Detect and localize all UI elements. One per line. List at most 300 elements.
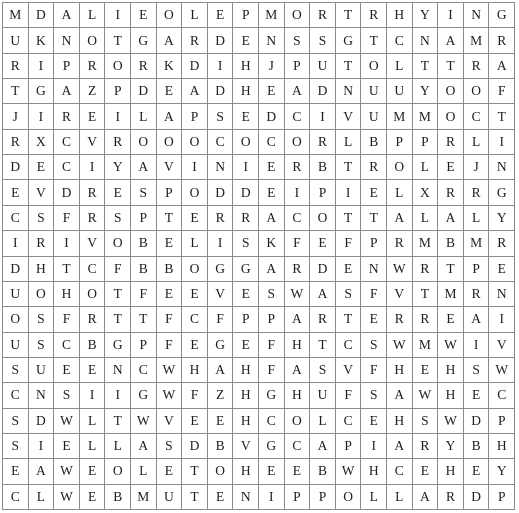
letter-cell[interactable]: B — [157, 257, 183, 282]
letter-cell[interactable]: W — [131, 409, 157, 434]
letter-cell[interactable]: N — [489, 155, 515, 180]
letter-cell[interactable]: H — [182, 358, 208, 383]
letter-cell[interactable]: M — [438, 282, 464, 307]
letter-cell[interactable]: U — [29, 358, 55, 383]
letter-cell[interactable]: R — [29, 231, 55, 256]
letter-cell[interactable]: G — [29, 79, 55, 104]
letter-cell[interactable]: E — [80, 485, 106, 510]
letter-cell[interactable]: K — [157, 54, 183, 79]
letter-cell[interactable]: N — [105, 358, 131, 383]
letter-cell[interactable]: C — [489, 383, 515, 408]
letter-cell[interactable]: L — [80, 3, 106, 28]
letter-cell[interactable]: A — [259, 257, 285, 282]
letter-cell[interactable]: R — [233, 206, 259, 231]
letter-cell[interactable]: R — [413, 307, 439, 332]
letter-cell[interactable]: S — [131, 180, 157, 205]
letter-cell[interactable]: T — [3, 79, 29, 104]
letter-cell[interactable]: R — [387, 231, 413, 256]
letter-cell[interactable]: C — [336, 333, 362, 358]
letter-cell[interactable]: G — [489, 180, 515, 205]
letter-cell[interactable]: P — [413, 130, 439, 155]
letter-cell[interactable]: R — [464, 282, 490, 307]
letter-cell[interactable]: D — [464, 485, 490, 510]
letter-cell[interactable]: T — [105, 307, 131, 332]
letter-cell[interactable]: W — [54, 409, 80, 434]
letter-cell[interactable]: P — [336, 434, 362, 459]
letter-cell[interactable]: W — [157, 358, 183, 383]
letter-cell[interactable]: E — [259, 155, 285, 180]
letter-cell[interactable]: B — [464, 434, 490, 459]
letter-cell[interactable]: T — [336, 155, 362, 180]
letter-cell[interactable]: A — [259, 206, 285, 231]
letter-cell[interactable]: I — [80, 383, 106, 408]
letter-cell[interactable]: E — [413, 459, 439, 484]
letter-cell[interactable]: D — [464, 409, 490, 434]
letter-cell[interactable]: H — [438, 358, 464, 383]
letter-cell[interactable]: M — [3, 3, 29, 28]
letter-cell[interactable]: P — [310, 180, 336, 205]
letter-cell[interactable]: E — [464, 459, 490, 484]
letter-cell[interactable]: L — [387, 54, 413, 79]
letter-cell[interactable]: F — [259, 358, 285, 383]
letter-cell[interactable]: I — [489, 307, 515, 332]
letter-cell[interactable]: I — [29, 54, 55, 79]
letter-cell[interactable]: U — [387, 79, 413, 104]
letter-cell[interactable]: R — [80, 180, 106, 205]
letter-cell[interactable]: A — [413, 485, 439, 510]
letter-cell[interactable]: E — [413, 358, 439, 383]
letter-cell[interactable]: P — [285, 485, 311, 510]
letter-cell[interactable]: A — [131, 155, 157, 180]
letter-cell[interactable]: L — [310, 409, 336, 434]
letter-cell[interactable]: E — [157, 79, 183, 104]
letter-cell[interactable]: V — [336, 104, 362, 129]
letter-cell[interactable]: V — [387, 282, 413, 307]
letter-cell[interactable]: T — [182, 459, 208, 484]
letter-cell[interactable]: R — [310, 3, 336, 28]
letter-cell[interactable]: A — [464, 307, 490, 332]
letter-cell[interactable]: O — [336, 485, 362, 510]
letter-cell[interactable]: I — [182, 155, 208, 180]
letter-cell[interactable]: R — [438, 180, 464, 205]
letter-cell[interactable]: A — [54, 3, 80, 28]
letter-cell[interactable]: O — [105, 231, 131, 256]
letter-cell[interactable]: N — [54, 28, 80, 53]
letter-cell[interactable]: O — [208, 459, 234, 484]
letter-cell[interactable]: P — [131, 206, 157, 231]
letter-cell[interactable]: C — [208, 130, 234, 155]
letter-cell[interactable]: V — [208, 282, 234, 307]
letter-cell[interactable]: E — [233, 104, 259, 129]
letter-cell[interactable]: C — [182, 307, 208, 332]
letter-cell[interactable]: D — [54, 180, 80, 205]
letter-cell[interactable]: W — [387, 257, 413, 282]
letter-cell[interactable]: U — [310, 383, 336, 408]
letter-cell[interactable]: R — [438, 130, 464, 155]
letter-cell[interactable]: G — [131, 383, 157, 408]
letter-cell[interactable]: C — [3, 485, 29, 510]
letter-cell[interactable]: U — [3, 282, 29, 307]
letter-cell[interactable]: I — [336, 180, 362, 205]
letter-cell[interactable]: L — [387, 180, 413, 205]
letter-cell[interactable]: H — [285, 333, 311, 358]
letter-cell[interactable]: H — [285, 383, 311, 408]
letter-cell[interactable]: A — [489, 54, 515, 79]
letter-cell[interactable]: E — [182, 282, 208, 307]
letter-cell[interactable]: S — [54, 383, 80, 408]
letter-cell[interactable]: E — [259, 180, 285, 205]
letter-cell[interactable]: F — [54, 307, 80, 332]
letter-cell[interactable]: O — [3, 307, 29, 332]
letter-cell[interactable]: I — [464, 333, 490, 358]
letter-cell[interactable]: E — [438, 307, 464, 332]
letter-cell[interactable]: D — [29, 409, 55, 434]
letter-cell[interactable]: N — [29, 383, 55, 408]
letter-cell[interactable]: W — [413, 383, 439, 408]
letter-cell[interactable]: F — [336, 231, 362, 256]
letter-cell[interactable]: L — [361, 485, 387, 510]
letter-cell[interactable]: C — [259, 130, 285, 155]
letter-cell[interactable]: A — [310, 282, 336, 307]
letter-cell[interactable]: F — [489, 79, 515, 104]
letter-cell[interactable]: I — [233, 155, 259, 180]
letter-cell[interactable]: A — [131, 434, 157, 459]
letter-cell[interactable]: E — [182, 206, 208, 231]
letter-cell[interactable]: P — [54, 54, 80, 79]
letter-cell[interactable]: H — [233, 358, 259, 383]
letter-cell[interactable]: E — [233, 333, 259, 358]
letter-cell[interactable]: G — [489, 3, 515, 28]
letter-cell[interactable]: L — [80, 409, 106, 434]
letter-cell[interactable]: S — [259, 282, 285, 307]
letter-cell[interactable]: S — [310, 358, 336, 383]
letter-cell[interactable]: E — [310, 231, 336, 256]
letter-cell[interactable]: T — [413, 282, 439, 307]
letter-cell[interactable]: O — [285, 3, 311, 28]
letter-cell[interactable]: M — [259, 3, 285, 28]
letter-cell[interactable]: I — [361, 434, 387, 459]
letter-cell[interactable]: S — [29, 307, 55, 332]
letter-cell[interactable]: C — [387, 459, 413, 484]
letter-cell[interactable]: W — [438, 333, 464, 358]
letter-cell[interactable]: P — [361, 231, 387, 256]
letter-cell[interactable]: L — [105, 434, 131, 459]
letter-cell[interactable]: E — [157, 231, 183, 256]
letter-cell[interactable]: O — [80, 28, 106, 53]
letter-cell[interactable]: M — [464, 231, 490, 256]
letter-cell[interactable]: B — [361, 130, 387, 155]
letter-cell[interactable]: D — [310, 79, 336, 104]
letter-cell[interactable]: N — [361, 257, 387, 282]
letter-cell[interactable]: E — [489, 257, 515, 282]
letter-cell[interactable]: U — [361, 104, 387, 129]
letter-cell[interactable]: I — [54, 231, 80, 256]
letter-cell[interactable]: F — [336, 383, 362, 408]
letter-cell[interactable]: F — [105, 257, 131, 282]
letter-cell[interactable]: H — [233, 459, 259, 484]
letter-cell[interactable]: R — [285, 257, 311, 282]
letter-cell[interactable]: T — [336, 206, 362, 231]
letter-cell[interactable]: U — [3, 28, 29, 53]
letter-cell[interactable]: R — [413, 434, 439, 459]
letter-cell[interactable]: D — [208, 79, 234, 104]
letter-cell[interactable]: I — [3, 231, 29, 256]
letter-cell[interactable]: S — [285, 28, 311, 53]
letter-cell[interactable]: A — [438, 28, 464, 53]
letter-cell[interactable]: O — [387, 155, 413, 180]
letter-cell[interactable]: S — [3, 409, 29, 434]
letter-cell[interactable]: W — [285, 282, 311, 307]
letter-cell[interactable]: W — [387, 333, 413, 358]
letter-cell[interactable]: I — [105, 383, 131, 408]
letter-cell[interactable]: V — [489, 333, 515, 358]
letter-cell[interactable]: H — [438, 383, 464, 408]
letter-cell[interactable]: L — [464, 130, 490, 155]
letter-cell[interactable]: A — [208, 358, 234, 383]
letter-cell[interactable]: N — [413, 28, 439, 53]
letter-cell[interactable]: I — [438, 3, 464, 28]
letter-cell[interactable]: S — [336, 282, 362, 307]
letter-cell[interactable]: A — [310, 434, 336, 459]
letter-cell[interactable]: E — [80, 459, 106, 484]
letter-cell[interactable]: L — [387, 485, 413, 510]
letter-cell[interactable]: S — [464, 358, 490, 383]
letter-cell[interactable]: P — [105, 79, 131, 104]
letter-cell[interactable]: V — [336, 358, 362, 383]
letter-cell[interactable]: Z — [208, 383, 234, 408]
letter-cell[interactable]: N — [233, 485, 259, 510]
letter-cell[interactable]: N — [464, 3, 490, 28]
letter-cell[interactable]: T — [336, 307, 362, 332]
letter-cell[interactable]: R — [105, 130, 131, 155]
letter-cell[interactable]: E — [438, 155, 464, 180]
letter-cell[interactable]: M — [387, 104, 413, 129]
letter-cell[interactable]: A — [438, 206, 464, 231]
letter-cell[interactable]: O — [285, 130, 311, 155]
letter-cell[interactable]: S — [310, 28, 336, 53]
letter-cell[interactable]: I — [259, 485, 285, 510]
letter-cell[interactable]: E — [233, 282, 259, 307]
letter-cell[interactable]: H — [54, 282, 80, 307]
letter-cell[interactable]: X — [29, 130, 55, 155]
letter-cell[interactable]: Y — [489, 459, 515, 484]
letter-cell[interactable]: L — [80, 434, 106, 459]
letter-cell[interactable]: D — [310, 257, 336, 282]
letter-cell[interactable]: G — [336, 28, 362, 53]
letter-cell[interactable]: M — [413, 231, 439, 256]
letter-cell[interactable]: O — [464, 79, 490, 104]
letter-cell[interactable]: F — [361, 282, 387, 307]
letter-cell[interactable]: T — [489, 104, 515, 129]
letter-cell[interactable]: H — [233, 409, 259, 434]
letter-cell[interactable]: J — [464, 155, 490, 180]
letter-cell[interactable]: R — [3, 54, 29, 79]
letter-cell[interactable]: R — [3, 130, 29, 155]
letter-cell[interactable]: B — [80, 333, 106, 358]
letter-cell[interactable]: T — [438, 54, 464, 79]
letter-cell[interactable]: I — [105, 104, 131, 129]
letter-cell[interactable]: S — [105, 206, 131, 231]
letter-cell[interactable]: O — [80, 282, 106, 307]
letter-cell[interactable]: T — [105, 282, 131, 307]
letter-cell[interactable]: C — [54, 155, 80, 180]
letter-cell[interactable]: D — [182, 54, 208, 79]
letter-cell[interactable]: P — [182, 104, 208, 129]
letter-cell[interactable]: Y — [413, 3, 439, 28]
letter-cell[interactable]: E — [361, 409, 387, 434]
letter-cell[interactable]: V — [29, 180, 55, 205]
letter-cell[interactable]: C — [54, 130, 80, 155]
letter-cell[interactable]: I — [310, 104, 336, 129]
letter-cell[interactable]: F — [259, 333, 285, 358]
letter-cell[interactable]: D — [29, 3, 55, 28]
letter-cell[interactable]: S — [208, 104, 234, 129]
letter-cell[interactable]: D — [182, 434, 208, 459]
letter-cell[interactable]: E — [336, 257, 362, 282]
letter-cell[interactable]: O — [29, 282, 55, 307]
letter-cell[interactable]: R — [285, 155, 311, 180]
letter-cell[interactable]: E — [182, 409, 208, 434]
letter-cell[interactable]: R — [182, 28, 208, 53]
letter-cell[interactable]: O — [438, 104, 464, 129]
letter-cell[interactable]: O — [157, 3, 183, 28]
letter-cell[interactable]: R — [489, 231, 515, 256]
letter-cell[interactable]: I — [208, 231, 234, 256]
letter-cell[interactable]: R — [489, 28, 515, 53]
letter-cell[interactable]: C — [131, 358, 157, 383]
letter-cell[interactable]: C — [80, 257, 106, 282]
letter-cell[interactable]: S — [3, 434, 29, 459]
letter-cell[interactable]: T — [105, 409, 131, 434]
letter-cell[interactable]: W — [336, 459, 362, 484]
letter-cell[interactable]: H — [233, 79, 259, 104]
letter-cell[interactable]: N — [336, 79, 362, 104]
letter-cell[interactable]: C — [285, 206, 311, 231]
letter-cell[interactable]: U — [310, 54, 336, 79]
letter-cell[interactable]: R — [361, 3, 387, 28]
letter-cell[interactable]: D — [3, 155, 29, 180]
letter-cell[interactable]: N — [208, 155, 234, 180]
letter-cell[interactable]: P — [464, 257, 490, 282]
letter-cell[interactable]: W — [157, 383, 183, 408]
letter-cell[interactable]: P — [233, 3, 259, 28]
letter-cell[interactable]: Y — [438, 434, 464, 459]
letter-cell[interactable]: Y — [105, 155, 131, 180]
letter-cell[interactable]: E — [361, 180, 387, 205]
letter-cell[interactable]: E — [131, 3, 157, 28]
letter-cell[interactable]: E — [361, 307, 387, 332]
letter-cell[interactable]: H — [361, 459, 387, 484]
letter-cell[interactable]: F — [157, 307, 183, 332]
letter-cell[interactable]: L — [29, 485, 55, 510]
letter-cell[interactable]: C — [3, 206, 29, 231]
letter-cell[interactable]: E — [157, 459, 183, 484]
letter-cell[interactable]: L — [413, 155, 439, 180]
letter-cell[interactable]: A — [157, 28, 183, 53]
letter-cell[interactable]: E — [464, 383, 490, 408]
letter-cell[interactable]: F — [182, 383, 208, 408]
letter-cell[interactable]: O — [233, 130, 259, 155]
letter-cell[interactable]: P — [259, 307, 285, 332]
letter-cell[interactable]: I — [285, 180, 311, 205]
letter-cell[interactable]: D — [259, 104, 285, 129]
letter-cell[interactable]: Y — [489, 206, 515, 231]
letter-cell[interactable]: M — [464, 28, 490, 53]
letter-cell[interactable]: F — [131, 282, 157, 307]
letter-cell[interactable]: T — [131, 307, 157, 332]
letter-cell[interactable]: H — [233, 383, 259, 408]
letter-cell[interactable]: B — [105, 485, 131, 510]
letter-cell[interactable]: C — [3, 383, 29, 408]
letter-cell[interactable]: S — [157, 434, 183, 459]
letter-cell[interactable]: D — [233, 180, 259, 205]
letter-cell[interactable]: U — [3, 333, 29, 358]
letter-cell[interactable]: I — [105, 3, 131, 28]
letter-cell[interactable]: E — [80, 104, 106, 129]
letter-cell[interactable]: T — [361, 28, 387, 53]
letter-cell[interactable]: R — [413, 257, 439, 282]
letter-cell[interactable]: T — [361, 206, 387, 231]
letter-cell[interactable]: R — [54, 104, 80, 129]
letter-cell[interactable]: A — [54, 79, 80, 104]
letter-cell[interactable]: J — [259, 54, 285, 79]
letter-cell[interactable]: U — [361, 79, 387, 104]
letter-cell[interactable]: E — [285, 459, 311, 484]
letter-cell[interactable]: C — [259, 409, 285, 434]
letter-cell[interactable]: R — [310, 307, 336, 332]
letter-cell[interactable]: A — [182, 79, 208, 104]
letter-cell[interactable]: I — [80, 155, 106, 180]
letter-cell[interactable]: O — [438, 79, 464, 104]
letter-cell[interactable]: G — [131, 28, 157, 53]
letter-cell[interactable]: M — [131, 485, 157, 510]
letter-cell[interactable]: S — [29, 206, 55, 231]
letter-cell[interactable]: T — [336, 3, 362, 28]
letter-cell[interactable]: C — [336, 409, 362, 434]
letter-cell[interactable]: D — [3, 257, 29, 282]
letter-cell[interactable]: E — [3, 180, 29, 205]
letter-cell[interactable]: W — [438, 409, 464, 434]
letter-cell[interactable]: M — [413, 333, 439, 358]
letter-cell[interactable]: E — [208, 3, 234, 28]
letter-cell[interactable]: C — [54, 333, 80, 358]
letter-cell[interactable]: H — [387, 358, 413, 383]
letter-cell[interactable]: O — [182, 257, 208, 282]
letter-cell[interactable]: E — [259, 79, 285, 104]
letter-cell[interactable]: R — [464, 54, 490, 79]
letter-cell[interactable]: E — [259, 459, 285, 484]
letter-cell[interactable]: R — [464, 180, 490, 205]
letter-cell[interactable]: W — [54, 459, 80, 484]
letter-cell[interactable]: R — [131, 54, 157, 79]
letter-cell[interactable]: U — [157, 485, 183, 510]
letter-cell[interactable]: X — [413, 180, 439, 205]
letter-cell[interactable]: V — [80, 130, 106, 155]
letter-cell[interactable]: H — [387, 409, 413, 434]
letter-cell[interactable]: K — [29, 28, 55, 53]
letter-cell[interactable]: S — [361, 333, 387, 358]
letter-cell[interactable]: W — [489, 358, 515, 383]
letter-cell[interactable]: A — [285, 358, 311, 383]
letter-cell[interactable]: A — [387, 206, 413, 231]
letter-cell[interactable]: R — [80, 54, 106, 79]
letter-cell[interactable]: M — [413, 104, 439, 129]
letter-cell[interactable]: P — [285, 54, 311, 79]
letter-cell[interactable]: O — [285, 409, 311, 434]
letter-cell[interactable]: Y — [413, 79, 439, 104]
letter-cell[interactable]: P — [157, 180, 183, 205]
letter-cell[interactable]: V — [233, 434, 259, 459]
